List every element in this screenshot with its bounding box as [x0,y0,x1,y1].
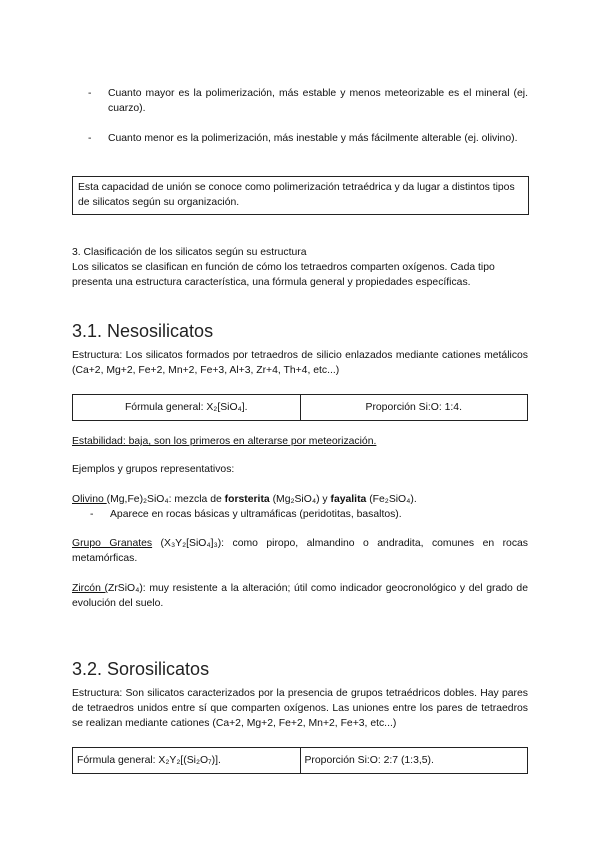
sorosilicatos-formula-table [72,747,528,774]
granates-paragraph [72,536,528,566]
proporcion-cell: Proporción Si:O: 2:7 (1:3,5). [300,748,528,774]
fayalita-term: fayalita [330,494,367,505]
olivino-bullet [90,507,530,522]
bullet-dash: - [88,133,92,144]
forsterita-term: forsterita [224,494,270,505]
bullet-dash: - [88,88,92,99]
bullet-dash: - [90,509,94,520]
formula-cell: Fórmula general: X₂[SiO₄]. [73,395,301,421]
nesosilicatos-title: 3.1. Nesosilicatos [72,321,214,341]
formula-cell: Fórmula general: X₂Y₂[(Si₂O₇)]. [73,748,301,774]
fayalita-formula: (Fe₂SiO₄). [366,494,417,505]
bullet-text: Cuanto mayor es la polimerización, más estable y menos meteorizable es el mineral (ej. cuarzo). [108,88,528,114]
sorosilicatos-title: 3.2. Sorosilicatos [72,659,210,679]
section-heading: 3. Clasificación de los silicatos según su estructura [72,247,307,258]
granates-name: Grupo Granates [72,538,153,549]
zircon-paragraph [72,581,528,611]
bullet-item [88,131,528,146]
proporcion-cell: Proporción Si:O: 1:4. [300,395,528,421]
estabilidad-line [72,434,528,449]
olivino-formula: (Mg,Fe)₂SiO₄: mezcla de [106,494,225,505]
sorosilicatos-estructura: Estructura: Son silicatos caracterizados por la presencia de grupos tetraédricos dobles. Hay pares de tetraedros unidos entre sí que comparten oxígenos. Las uniones entre los pares de tetraedros se realizan mediante cationes (Ca+2, Mg+2, Fe+2, Mn+2, Fe+3, etc...) [72,688,528,729]
granates-text: (X₃Y₂[SiO₄]₃): como piropo, almandino o andradita, comunes en rocas metamórficas. [72,538,528,564]
bullet-text: Aparece en rocas básicas y ultramáficas (peridotitas, basaltos). [110,509,402,520]
nesosilicatos-formula-table [72,394,528,421]
olivino-name: Olivino [72,494,107,505]
zircon-text: ZrSiO₄): muy resistente a la alteración; útil como indicador geocronológico y del grado de evolución del suelo. [72,583,528,609]
bullet-item [88,86,528,116]
zircon-name: Zircón ( [72,583,108,594]
forsterita-formula: (Mg₂SiO₄) y [269,494,331,505]
nesosilicatos-estructura: Estructura: Los silicatos formados por tetraedros de silicio enlazados mediante cationes metálicos (Ca+2, Mg+2, Fe+2, Mn+2, Fe+3, Al+3, Zr+4, Th+4, etc...) [72,350,528,376]
bullet-text: Cuanto menor es la polimerización, más inestable y más fácilmente alterable (ej. olivino). [108,133,518,144]
olivino-line [72,492,528,507]
boxed-note: Esta capacidad de unión se conoce como polimerización tetraédrica y da lugar a distintos tipos de silicatos según su organización. [72,176,529,215]
estabilidad-text: Estabilidad: baja, son los primeros en alterarse por meteorización. [72,436,377,447]
ejemplos-heading: Ejemplos y grupos representativos: [72,464,235,475]
section-intro: Los silicatos se clasifican en función de cómo los tetraedros comparten oxígenos. Cada tipo presenta una estructura característica, una fórmula general y propiedades específicas. [72,262,495,288]
